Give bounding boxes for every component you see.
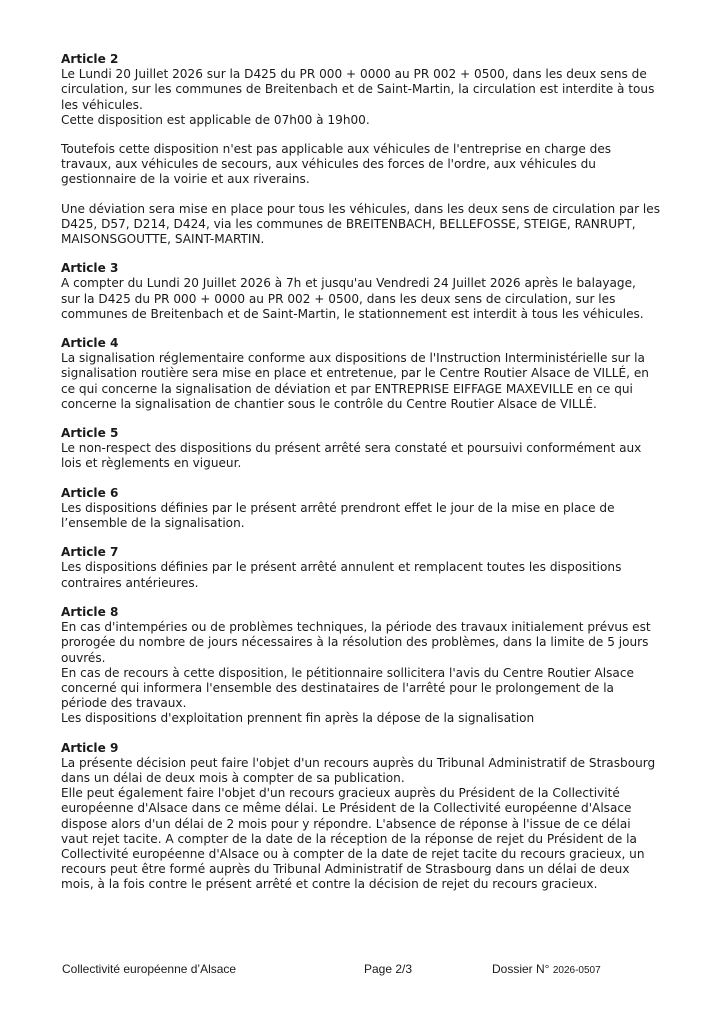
article-paragraph bbox=[61, 351, 669, 412]
article-section bbox=[61, 426, 669, 472]
article-title: Article 4 bbox=[61, 336, 119, 351]
text-line: ce qui concerne la signalisation de déviation et par ENTREPRISE EIFFAGE MAXEVILLE en ce qui bbox=[61, 381, 633, 396]
text-line: Une déviation sera mise en place pour tous les véhicules, dans les deux sens de circulation par les bbox=[61, 201, 661, 216]
text-line: Le Lundi 20 Juillet 2026 sur la D425 du PR 000 + 0000 au PR 002 + 0500, dans les deux sens de bbox=[61, 67, 647, 82]
article-paragraph bbox=[61, 67, 669, 128]
article-section bbox=[61, 336, 669, 412]
text-line: A compter du Lundi 20 Juillet 2026 à 7h et jusqu'au Vendredi 24 Juillet 2026 après le balayage, bbox=[61, 276, 636, 291]
text-line: signalisation routière sera mise en place et entretenue, par le Centre Routier Alsace de VILLÉ, en bbox=[61, 366, 649, 381]
text-line: En cas de recours à cette disposition, le pétitionnaire sollicitera l'avis du Centre Routier Alsace bbox=[61, 665, 634, 680]
text-line: D425, D57, D214, D424, via les communes de BREITENBACH, BELLEFOSSE, STEIGE, RANRUPT, bbox=[61, 216, 636, 231]
article-section bbox=[61, 52, 669, 247]
article-paragraph bbox=[61, 620, 669, 726]
article-paragraph bbox=[61, 501, 669, 531]
article-title: Article 5 bbox=[61, 426, 119, 441]
text-line: Les dispositions définies par le présent arrêté annulent et remplacent toutes les dispositions bbox=[61, 560, 622, 575]
text-line: Les dispositions définies par le présent arrêté prendront effet le jour de la mise en place de bbox=[61, 500, 615, 515]
text-line: Toutefois cette disposition n'est pas applicable aux véhicules de l'entreprise en charge des bbox=[61, 142, 612, 157]
document-body bbox=[61, 52, 669, 907]
text-line: l’ensemble de la signalisation. bbox=[61, 516, 245, 531]
text-line: circulation, sur les communes de Breitenbach et de Saint-Martin, la circulation est interdite à tous bbox=[61, 82, 655, 97]
article-title: Article 3 bbox=[61, 261, 119, 276]
article-section bbox=[61, 605, 669, 727]
text-line: prorogée du nombre de jours nécessaires à la résolution des problèmes, dans la limite de 5 jours bbox=[61, 635, 649, 650]
article-section bbox=[61, 545, 669, 591]
article-title: Article 9 bbox=[61, 740, 119, 755]
text-line: Les dispositions d'exploitation prennent fin après la dépose de la signalisation bbox=[61, 711, 535, 726]
footer-dossier-number: 2026-0507 bbox=[552, 965, 601, 976]
article-title: Article 8 bbox=[61, 604, 119, 619]
article-title: Article 6 bbox=[61, 485, 119, 500]
article-paragraph bbox=[61, 756, 669, 893]
text-line: contraires antérieures. bbox=[61, 575, 199, 590]
article-section bbox=[61, 741, 669, 893]
text-line: Le non-respect des dispositions du présent arrêté sera constaté et poursuivi conformément aux bbox=[61, 441, 642, 456]
article-paragraph bbox=[61, 560, 669, 590]
text-line: mois, à la fois contre le présent arrêté et contre la décision de rejet du recours gracieux. bbox=[61, 877, 598, 892]
text-line: MAISONSGOUTTE, SAINT-MARTIN. bbox=[61, 232, 265, 247]
footer-organization: Collectivité européenne d’Alsace bbox=[62, 962, 237, 976]
text-line: communes de Breitenbach et de Saint-Martin, le stationnement est interdit à tous les véhicules. bbox=[61, 306, 644, 321]
text-line: En cas d'intempéries ou de problèmes techniques, la période des travaux initialement prévus est bbox=[61, 620, 651, 635]
text-line: concerne la signalisation de chantier sous le contrôle du Centre Routier Alsace de VILLÉ. bbox=[61, 396, 597, 411]
article-paragraph bbox=[61, 276, 669, 322]
page-footer bbox=[62, 962, 622, 978]
text-line: La présente décision peut faire l'objet d'un recours auprès du Tribunal Administratif de Strasbourg bbox=[61, 755, 656, 770]
article-paragraph bbox=[61, 142, 669, 188]
text-line: lois et règlements en vigueur. bbox=[61, 456, 242, 471]
text-line: européenne d'Alsace dans ce même délai. Le Président de la Collectivité européenne d'Alsace bbox=[61, 801, 632, 816]
text-line: Collectivité européenne d'Alsace ou à compter de la date de rejet tacite du recours gracieux, un bbox=[61, 846, 645, 861]
article-paragraph bbox=[61, 202, 669, 248]
footer-page-number: Page 2/3 bbox=[364, 962, 413, 976]
text-line: La signalisation réglementaire conforme aux dispositions de l'Instruction Interministérielle sur la bbox=[61, 351, 645, 366]
text-line: sur la D425 du PR 000 + 0000 au PR 002 + 0500, dans les deux sens de circulation, sur les bbox=[61, 291, 616, 306]
text-line: dispose alors d'un délai de 2 mois pour y répondre. L'absence de réponse à l'issue de ce délai bbox=[61, 816, 631, 831]
footer-dossier-label: Dossier N° bbox=[492, 962, 550, 976]
text-line: les véhicules. bbox=[61, 97, 143, 112]
text-line: travaux, aux véhicules de secours, aux véhicules des forces de l'ordre, aux véhicules du bbox=[61, 157, 596, 172]
text-line: dans un délai de deux mois à compter de sa publication. bbox=[61, 770, 405, 785]
text-line: ouvrés. bbox=[61, 650, 106, 665]
article-title: Article 7 bbox=[61, 545, 119, 560]
text-line: gestionnaire de la voirie et aux riverains. bbox=[61, 172, 310, 187]
article-title: Article 2 bbox=[61, 52, 119, 66]
text-line: vaut rejet tacite. A compter de la date de la réception de la réponse de rejet du Président de la bbox=[61, 831, 637, 846]
footer-dossier bbox=[492, 962, 601, 976]
text-line: recours peut être formé auprès du Tribunal Administratif de Strasbourg dans un délai de deux bbox=[61, 862, 630, 877]
text-line: concerné qui informera l'ensemble des destinataires de l'arrêté pour le prolongement de la bbox=[61, 680, 614, 695]
article-section bbox=[61, 486, 669, 532]
text-line: Cette disposition est applicable de 07h00 à 19h00. bbox=[61, 112, 370, 127]
article-paragraph bbox=[61, 441, 669, 471]
text-line: Elle peut également faire l'objet d'un recours gracieux auprès du Président de la Collectivité bbox=[61, 786, 620, 801]
article-section bbox=[61, 261, 669, 322]
text-line: période des travaux. bbox=[61, 696, 187, 711]
